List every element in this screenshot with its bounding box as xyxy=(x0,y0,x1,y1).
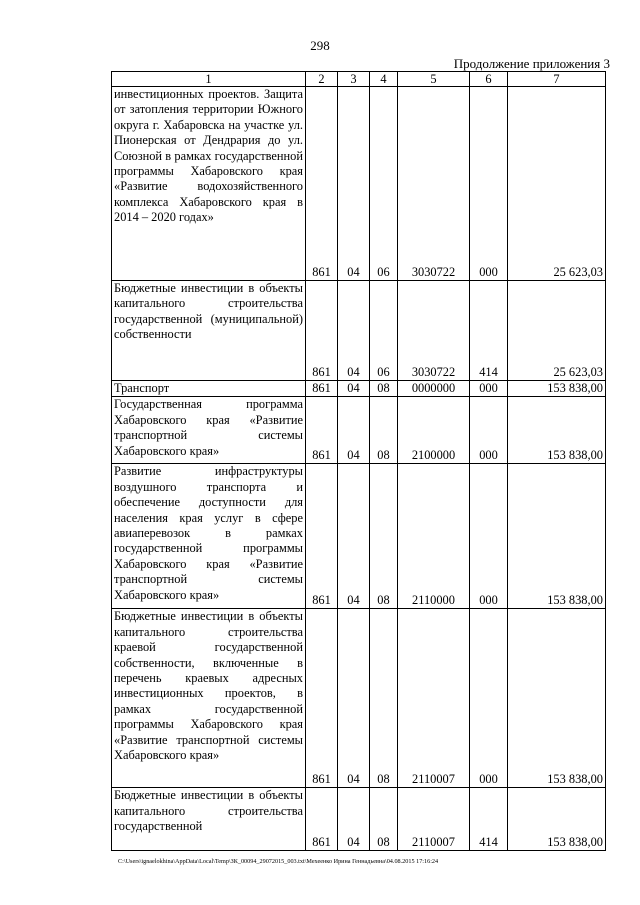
header-cell: 3 xyxy=(338,72,370,87)
row-section: 04 xyxy=(338,87,370,281)
row-expense-type: 000 xyxy=(470,397,508,464)
header-row xyxy=(112,72,606,87)
row-admin-code: 861 xyxy=(306,788,338,851)
footer-file-path: C:\Users\ignaelokhina\AppData\Local\Temp\ЗК_00094_29072015_003.txt\Мехеенко Ирина Геннадьевна\04.08.2015 17:16:24 xyxy=(118,858,439,865)
row-subsection: 08 xyxy=(370,609,398,788)
row-section: 04 xyxy=(338,397,370,464)
row-subsection: 06 xyxy=(370,87,398,281)
row-expense-type: 414 xyxy=(470,788,508,851)
row-expense-type: 000 xyxy=(470,609,508,788)
row-name: инвестиционных проектов. Защита от затопления территории Южного округа г. Хабаровска на участке ул. Пионерская от Дендрария до ул. Союзной в рамках государственной программы Хабаровского края «Развитие водохозяйственного комплекса Хабаровского края в 2014 – 2020 годах» xyxy=(112,87,306,281)
row-amount: 25 623,03 xyxy=(508,281,606,381)
table-row xyxy=(112,788,606,851)
header-cell: 6 xyxy=(470,72,508,87)
row-admin-code: 861 xyxy=(306,464,338,609)
row-target-article: 2100000 xyxy=(398,397,470,464)
header-cell: 1 xyxy=(112,72,306,87)
row-target-article: 2110007 xyxy=(398,788,470,851)
row-amount: 153 838,00 xyxy=(508,397,606,464)
row-expense-type: 000 xyxy=(470,87,508,281)
row-target-article: 3030722 xyxy=(398,87,470,281)
row-subsection: 08 xyxy=(370,397,398,464)
row-target-article: 3030722 xyxy=(398,281,470,381)
row-admin-code: 861 xyxy=(306,609,338,788)
row-section: 04 xyxy=(338,788,370,851)
row-section: 04 xyxy=(338,381,370,397)
row-section: 04 xyxy=(338,609,370,788)
continuation-label: Продолжение приложения 3 xyxy=(453,56,610,71)
row-subsection: 06 xyxy=(370,281,398,381)
row-expense-type: 000 xyxy=(470,381,508,397)
header-cell: 7 xyxy=(508,72,606,87)
table-row xyxy=(112,609,606,788)
row-name: Транспорт xyxy=(112,381,306,397)
row-target-article: 0000000 xyxy=(398,381,470,397)
budget-table xyxy=(111,71,606,851)
header-cell: 4 xyxy=(370,72,398,87)
header-cell: 5 xyxy=(398,72,470,87)
row-amount: 25 623,03 xyxy=(508,87,606,281)
row-amount: 153 838,00 xyxy=(508,464,606,609)
row-name: Бюджетные инвестиции в объекты капитального строительства государственной (муниципальной) собственности xyxy=(112,281,306,381)
row-admin-code: 861 xyxy=(306,381,338,397)
header-cell: 2 xyxy=(306,72,338,87)
table-row xyxy=(112,87,606,281)
table-row xyxy=(112,397,606,464)
row-admin-code: 861 xyxy=(306,397,338,464)
row-expense-type: 414 xyxy=(470,281,508,381)
row-amount: 153 838,00 xyxy=(508,381,606,397)
row-name: Бюджетные инвестиции в объекты капитального строительства краевой государственной собственности, включенные в перечень краевых адресных инвестиционных проектов, в рамках государственной программы Хабаровского края «Развитие транспортной системы Хабаровского края» xyxy=(112,609,306,788)
table-row xyxy=(112,381,606,397)
row-target-article: 2110007 xyxy=(398,609,470,788)
row-subsection: 08 xyxy=(370,381,398,397)
row-name: Развитие инфраструктуры воздушного транспорта и обеспечение доступности для населения края услуг в сфере авиаперевозок в рамках государственной программы Хабаровского края «Развитие транспортной системы Хабаровского края» xyxy=(112,464,306,609)
row-name: Бюджетные инвестиции в объекты капитального строительства государственной xyxy=(112,788,306,851)
row-subsection: 08 xyxy=(370,464,398,609)
row-amount: 153 838,00 xyxy=(508,609,606,788)
row-name: Государственная программа Хабаровского края «Развитие транспортной системы Хабаровского края» xyxy=(112,397,306,464)
table-row xyxy=(112,464,606,609)
row-section: 04 xyxy=(338,281,370,381)
row-subsection: 08 xyxy=(370,788,398,851)
row-admin-code: 861 xyxy=(306,87,338,281)
row-expense-type: 000 xyxy=(470,464,508,609)
row-amount: 153 838,00 xyxy=(508,788,606,851)
table-row xyxy=(112,281,606,381)
row-section: 04 xyxy=(338,464,370,609)
row-target-article: 2110000 xyxy=(398,464,470,609)
page-number: 298 xyxy=(310,38,330,53)
row-admin-code: 861 xyxy=(306,281,338,381)
